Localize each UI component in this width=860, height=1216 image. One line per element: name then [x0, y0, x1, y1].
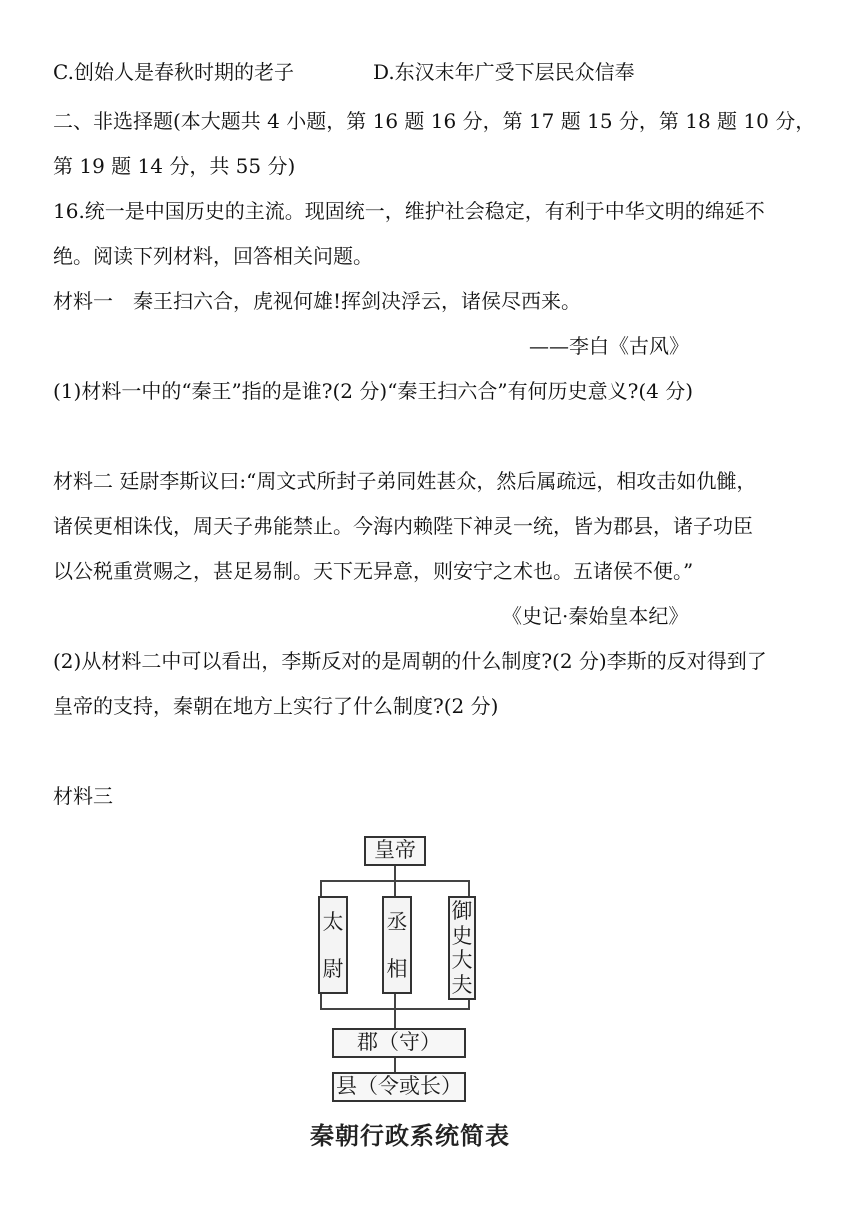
- connector-line: [468, 880, 470, 896]
- connector-line: [320, 994, 322, 1008]
- diagram-caption: 秦朝行政系统简表: [310, 1122, 510, 1150]
- connector-line: [468, 1000, 470, 1008]
- chengxiang-box: 丞 相: [382, 896, 412, 994]
- taiwei-box: 太 尉: [318, 896, 348, 994]
- option-c: C.创始人是春秋时期的老子: [53, 60, 294, 84]
- xian-box: 县（令或长）: [332, 1072, 466, 1102]
- material-1-text: 材料一 秦王扫六合，虎视何雄!挥剑决浮云，诸侯尽西来。: [53, 289, 582, 313]
- material-2-source: 《史记·秦始皇本纪》: [502, 604, 689, 628]
- section-heading-line-1: 二、非选择题(本大题共 4 小题，第 16 题 16 分，第 17 题 15 分，第 18 题 10 分，: [53, 109, 816, 133]
- connector-line: [394, 994, 396, 1028]
- subquestion-2-line-2: 皇帝的支持，秦朝在地方上实行了什么制度?(2 分): [53, 694, 499, 718]
- connector-line: [320, 880, 322, 896]
- material-3-label: 材料三: [53, 784, 113, 808]
- material-1-source: ——李白《古风》: [529, 334, 689, 358]
- connector-line: [394, 880, 396, 896]
- material-2-line-1: 材料二 廷尉李斯议曰:“周文式所封子弟同姓甚众，然后属疏远，相攻击如仇雠，: [53, 469, 757, 493]
- option-d: D.东汉末年广受下层民众信奉: [373, 60, 635, 84]
- jun-box: 郡（守）: [332, 1028, 466, 1058]
- material-2-line-3: 以公税重赏赐之，甚足易制。天下无异意，则安宁之术也。五诸侯不便。”: [53, 559, 694, 583]
- question-16-line-1: 16.统一是中国历史的主流。现固统一，维护社会稳定，有利于中华文明的绵延不: [53, 199, 765, 223]
- section-heading-line-2: 第 19 题 14 分，共 55 分): [53, 154, 296, 178]
- question-16-line-2: 绝。阅读下列材料，回答相关问题。: [53, 244, 373, 268]
- material-2-line-2: 诸侯更相诛伐，周天子弗能禁止。今海内赖陛下神灵一统，皆为郡县，诸子功臣: [53, 514, 753, 538]
- qin-administration-diagram: [290, 830, 530, 1160]
- connector-line: [394, 1058, 396, 1072]
- emperor-box: 皇帝: [364, 836, 426, 866]
- subquestion-1: (1)材料一中的“秦王”指的是谁?(2 分)“秦王扫六合”有何历史意义?(4 分): [53, 379, 694, 403]
- subquestion-2-line-1: (2)从材料二中可以看出，李斯反对的是周朝的什么制度?(2 分)李斯的反对得到了: [53, 649, 767, 673]
- yushi-dafu-box: 御 史 大 夫: [448, 896, 476, 1000]
- connector-line: [394, 866, 396, 880]
